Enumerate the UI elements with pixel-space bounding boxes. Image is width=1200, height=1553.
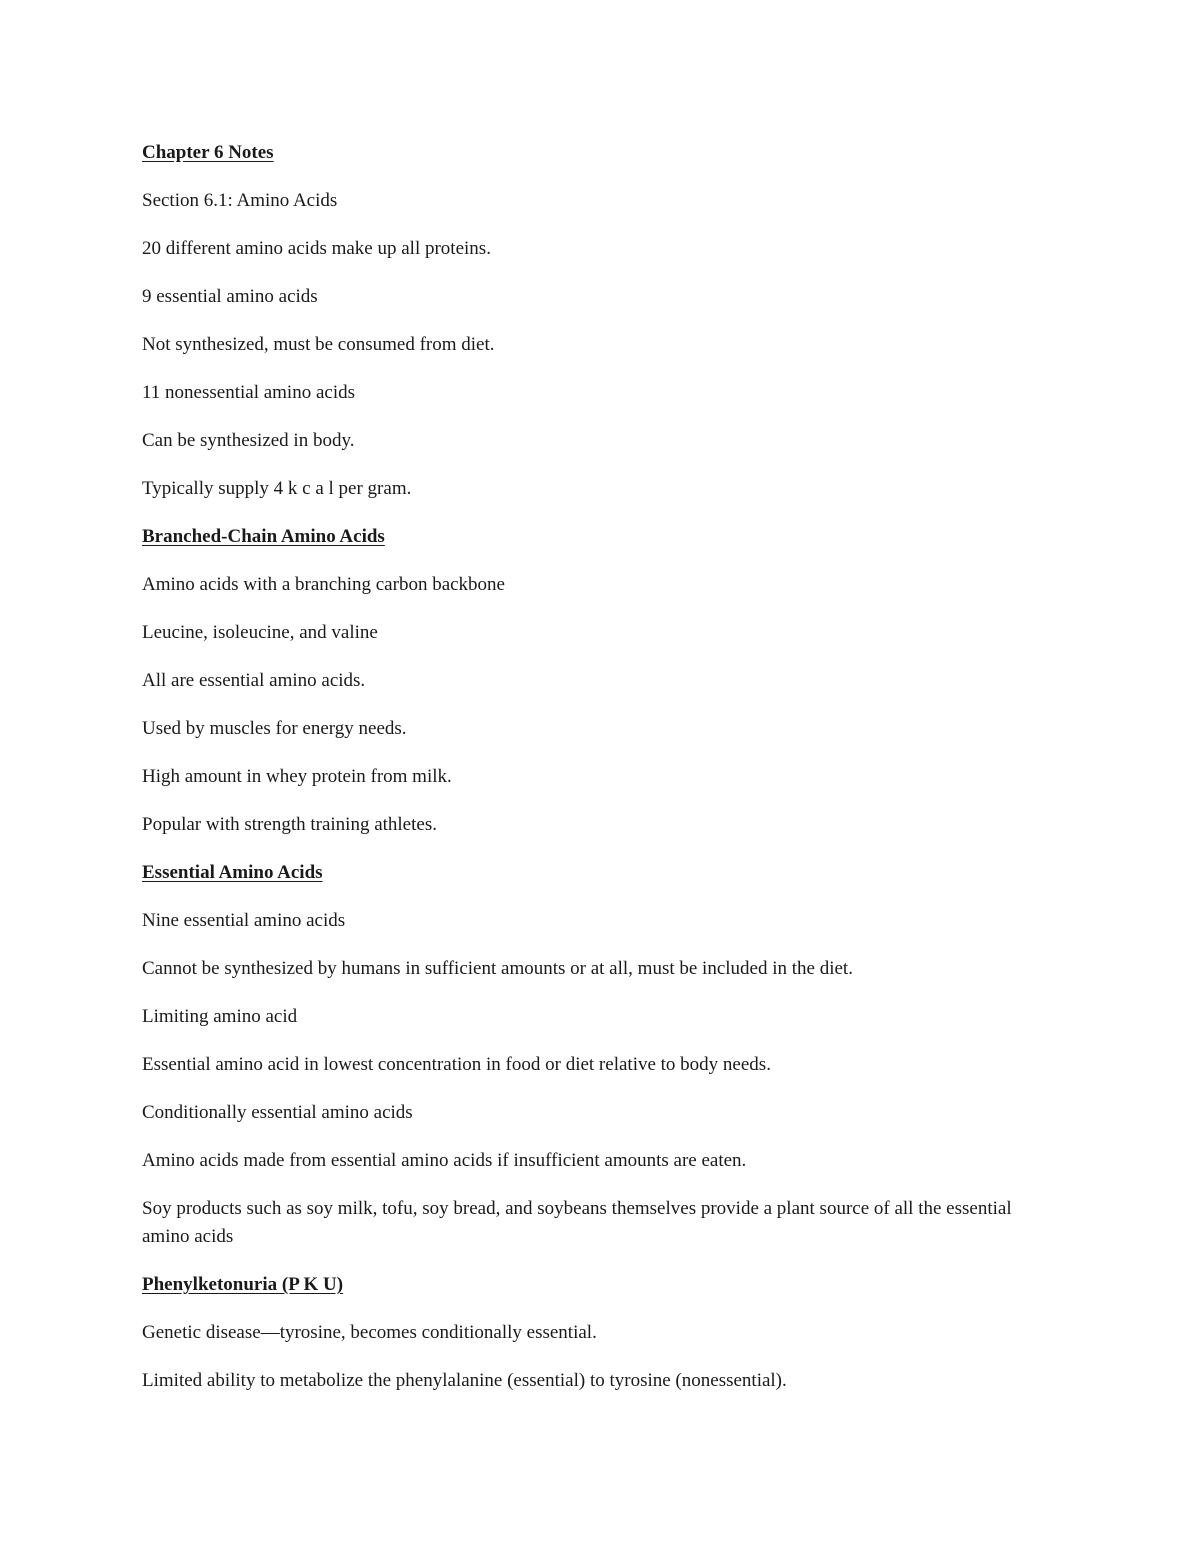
note-line: 20 different amino acids make up all proteins. [142, 238, 491, 259]
note-line: Nine essential amino acids [142, 910, 346, 931]
section-heading-essential: Essential Amino Acids [142, 862, 323, 883]
section-heading-branched-chain: Branched-Chain Amino Acids [142, 526, 385, 547]
document-body [142, 139, 1062, 1415]
chapter-title: Chapter 6 Notes [142, 142, 274, 163]
note-line: Limited ability to metabolize the phenylalanine (essential) to tyrosine (nonessential). [142, 1370, 787, 1391]
note-line: All are essential amino acids. [142, 670, 366, 691]
section-title: Section 6.1: Amino Acids [142, 190, 338, 211]
note-line: High amount in whey protein from milk. [142, 766, 452, 787]
note-line: Limiting amino acid [142, 1006, 298, 1027]
note-line: Amino acids with a branching carbon backbone [142, 574, 505, 595]
note-line: Genetic disease—tyrosine, becomes conditionally essential. [142, 1322, 597, 1343]
note-line: Popular with strength training athletes. [142, 814, 437, 835]
note-line: Cannot be synthesized by humans in sufficient amounts or at all, must be included in the diet. [142, 958, 853, 979]
section-heading-pku: Phenylketonuria (P K U) [142, 1274, 344, 1295]
note-line: Typically supply 4 k c a l per gram. [142, 478, 412, 499]
note-line: Conditionally essential amino acids [142, 1102, 413, 1123]
note-line: Not synthesized, must be consumed from diet. [142, 334, 495, 355]
note-line: Soy products such as soy milk, tofu, soy bread, and soybeans themselves provide a plant source of all the essential amino acids [142, 1198, 1012, 1247]
note-line: Essential amino acid in lowest concentration in food or diet relative to body needs. [142, 1054, 771, 1075]
note-line: Amino acids made from essential amino acids if insufficient amounts are eaten. [142, 1150, 747, 1171]
note-line: Used by muscles for energy needs. [142, 718, 407, 739]
note-line: Leucine, isoleucine, and valine [142, 622, 378, 643]
note-line: 11 nonessential amino acids [142, 382, 355, 403]
note-line: Can be synthesized in body. [142, 430, 355, 451]
note-line: 9 essential amino acids [142, 286, 318, 307]
